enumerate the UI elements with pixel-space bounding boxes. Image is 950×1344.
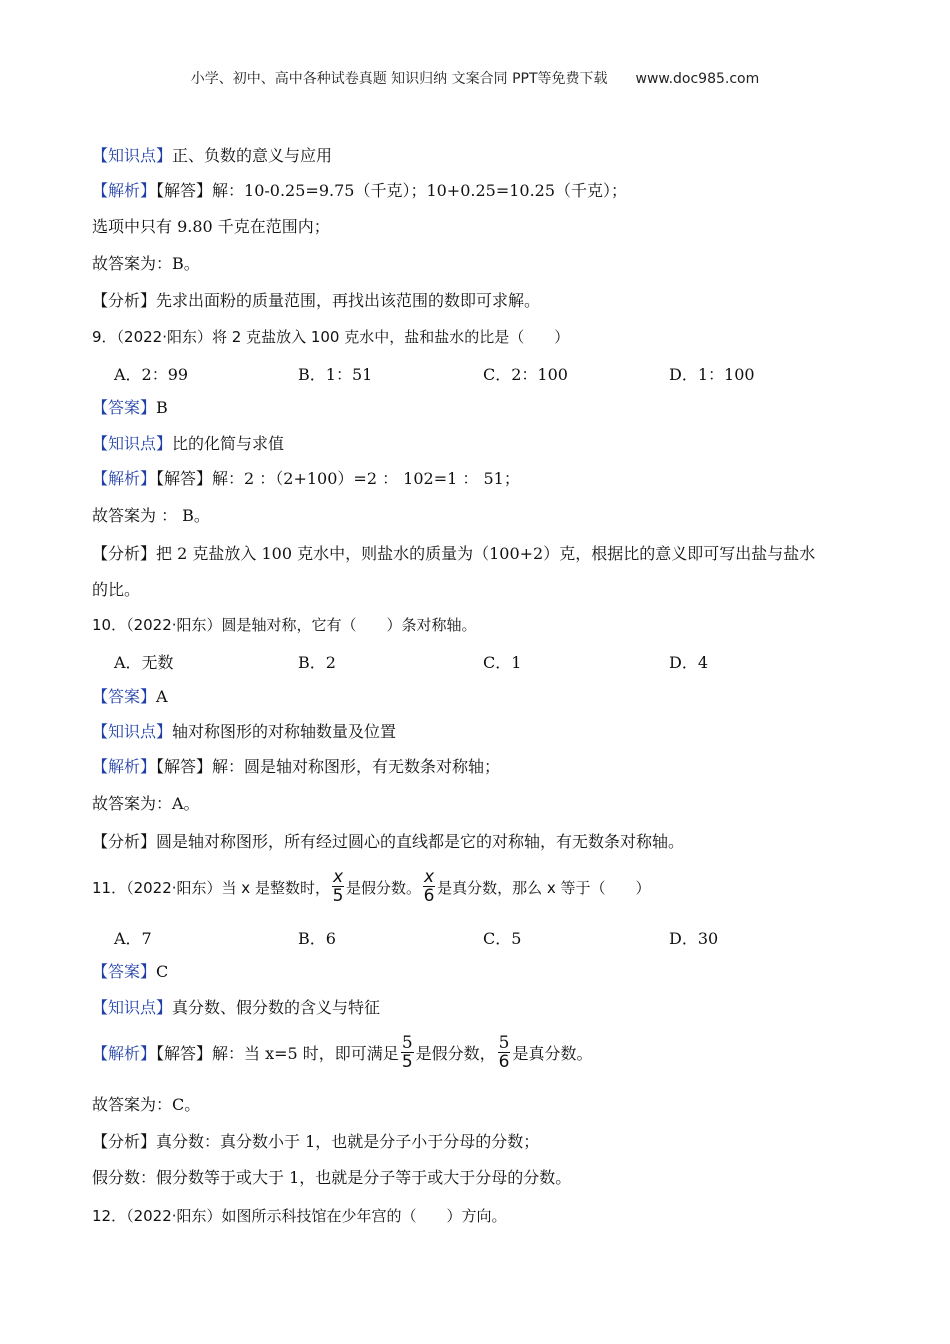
q9-fenxi-line2: 的比。 xyxy=(92,580,141,599)
q10-knowledge-line xyxy=(92,721,396,743)
fraction-numerator: 5 xyxy=(498,1033,510,1053)
analysis-text: 【解答】解：2 ：（2+100）=2 ： 102=1 ： 51； xyxy=(156,469,520,488)
fraction-x-over-6 xyxy=(423,868,435,905)
fraction-5-over-5 xyxy=(401,1034,414,1071)
analysis-text-mid: 是假分数， xyxy=(415,1044,496,1063)
q9-option-b: B．1：51 xyxy=(298,365,373,384)
q8-knowledge-line xyxy=(92,145,332,167)
fraction-denominator: 5 xyxy=(401,1052,413,1072)
analysis-tag: 【解析】 xyxy=(92,757,157,776)
q10-option-a: A．无数 xyxy=(114,653,174,672)
fenxi-tag: 【分析】 xyxy=(92,291,157,310)
q9-option-d: D．1：100 xyxy=(669,365,755,384)
q11-fenxi-line xyxy=(92,1131,539,1153)
q10-analysis-line xyxy=(92,756,500,778)
q8-analysis-line2: 选项中只有 9.80 千克在范围内； xyxy=(92,217,330,236)
q11-text-mid: 是假分数。 xyxy=(346,879,422,897)
q11-knowledge-line xyxy=(92,997,380,1019)
q8-analysis-line xyxy=(92,180,627,202)
question-10: 10．（2022·阳东）圆是轴对称，它有（ ）条对称轴。 xyxy=(92,616,477,634)
header-text: 小学、初中、高中各种试卷真题 知识归纳 文案合同 PPT等免费下载 xyxy=(190,71,608,87)
knowledge-text: 比的化简与求值 xyxy=(172,434,285,453)
fenxi-text: 真分数：真分数小于 1，也就是分子小于分母的分数； xyxy=(156,1132,540,1151)
answer-tag: 【答案】 xyxy=(92,962,157,981)
answer-value: C xyxy=(156,962,169,981)
fraction-x-over-5 xyxy=(332,868,344,905)
fraction-numerator: x xyxy=(424,867,435,887)
q9-knowledge-line xyxy=(92,433,284,455)
q11-text-pre: 11．（2022·阳东）当 x 是整数时， xyxy=(92,879,330,897)
analysis-text-pre: 【解答】解：当 x=5 时，即可满足 xyxy=(156,1044,399,1063)
q11-text-post: 是真分数，那么 x 等于（ ） xyxy=(437,879,651,897)
analysis-text-post: 是真分数。 xyxy=(512,1044,593,1063)
q9-analysis-line xyxy=(92,468,520,490)
knowledge-tag: 【知识点】 xyxy=(92,722,173,741)
header-site: www.doc985.com xyxy=(635,71,760,87)
q11-fenxi-line2: 假分数：假分数等于或大于 1，也就是分子等于或大于分母的分数。 xyxy=(92,1168,572,1187)
q11-analysis-line xyxy=(92,1033,593,1073)
question-9: 9．（2022·阳东）将 2 克盐放入 100 克水中，盐和盐水的比是（ ） xyxy=(92,328,570,346)
knowledge-tag: 【知识点】 xyxy=(92,434,173,453)
fraction-denominator: 5 xyxy=(332,886,344,906)
fenxi-text: 把 2 克盐放入 100 克水中，则盐水的质量为（100+2）克，根据比的意义即可写出盐与盐水 xyxy=(156,544,816,563)
q8-answer-line: 故答案为：B。 xyxy=(92,254,200,273)
q11-answer-conclusion: 故答案为：C。 xyxy=(92,1095,201,1114)
fenxi-tag: 【分析】 xyxy=(92,544,157,563)
q9-option-c: C．2：100 xyxy=(483,365,568,384)
fenxi-text: 先求出面粉的质量范围，再找出该范围的数即可求解。 xyxy=(156,291,541,310)
q9-option-a: A．2：99 xyxy=(114,365,189,384)
q10-option-d: D．4 xyxy=(669,653,709,672)
knowledge-text: 轴对称图形的对称轴数量及位置 xyxy=(172,722,397,741)
answer-value: A xyxy=(156,687,168,706)
q9-answer-conclusion: 故答案为 ： B。 xyxy=(92,506,210,525)
q10-fenxi-line xyxy=(92,831,684,853)
page-header xyxy=(0,68,950,88)
fraction-numerator: 5 xyxy=(401,1033,413,1053)
q10-answer-conclusion: 故答案为：A。 xyxy=(92,794,200,813)
answer-value: B xyxy=(156,398,168,417)
fraction-5-over-6 xyxy=(498,1034,511,1071)
knowledge-text: 真分数、假分数的含义与特征 xyxy=(172,998,381,1017)
q11-answer-line xyxy=(92,961,168,983)
fraction-denominator: 6 xyxy=(498,1052,510,1072)
fraction-denominator: 6 xyxy=(423,886,435,906)
knowledge-tag: 【知识点】 xyxy=(92,146,173,165)
fenxi-tag: 【分析】 xyxy=(92,1132,157,1151)
q9-fenxi-line xyxy=(92,543,815,565)
fenxi-text: 圆是轴对称图形，所有经过圆心的直线都是它的对称轴，有无数条对称轴。 xyxy=(156,832,685,851)
q10-option-b: B．2 xyxy=(298,653,336,672)
q11-option-a: A．7 xyxy=(114,929,152,948)
q9-answer-line xyxy=(92,397,168,419)
analysis-text: 【解答】解：圆是轴对称图形，有无数条对称轴； xyxy=(156,757,501,776)
q11-option-d: D．30 xyxy=(669,929,719,948)
analysis-tag: 【解析】 xyxy=(92,1044,157,1063)
q10-answer-line xyxy=(92,686,168,708)
question-11 xyxy=(92,867,651,907)
fenxi-tag: 【分析】 xyxy=(92,832,157,851)
answer-tag: 【答案】 xyxy=(92,687,157,706)
q11-option-c: C．5 xyxy=(483,929,522,948)
fraction-numerator: x xyxy=(332,867,344,887)
answer-tag: 【答案】 xyxy=(92,398,157,417)
knowledge-text: 正、负数的意义与应用 xyxy=(172,146,333,165)
analysis-tag: 【解析】 xyxy=(92,181,157,200)
q11-option-b: B．6 xyxy=(298,929,336,948)
q10-option-c: C．1 xyxy=(483,653,522,672)
question-12: 12．（2022·阳东）如图所示科技馆在少年宫的（ ）方向。 xyxy=(92,1207,507,1225)
analysis-tag: 【解析】 xyxy=(92,469,157,488)
knowledge-tag: 【知识点】 xyxy=(92,998,173,1017)
analysis-text: 【解答】解：10-0.25=9.75（千克）；10+0.25=10.25（千克）； xyxy=(156,181,628,200)
q8-fenxi-line xyxy=(92,290,540,312)
